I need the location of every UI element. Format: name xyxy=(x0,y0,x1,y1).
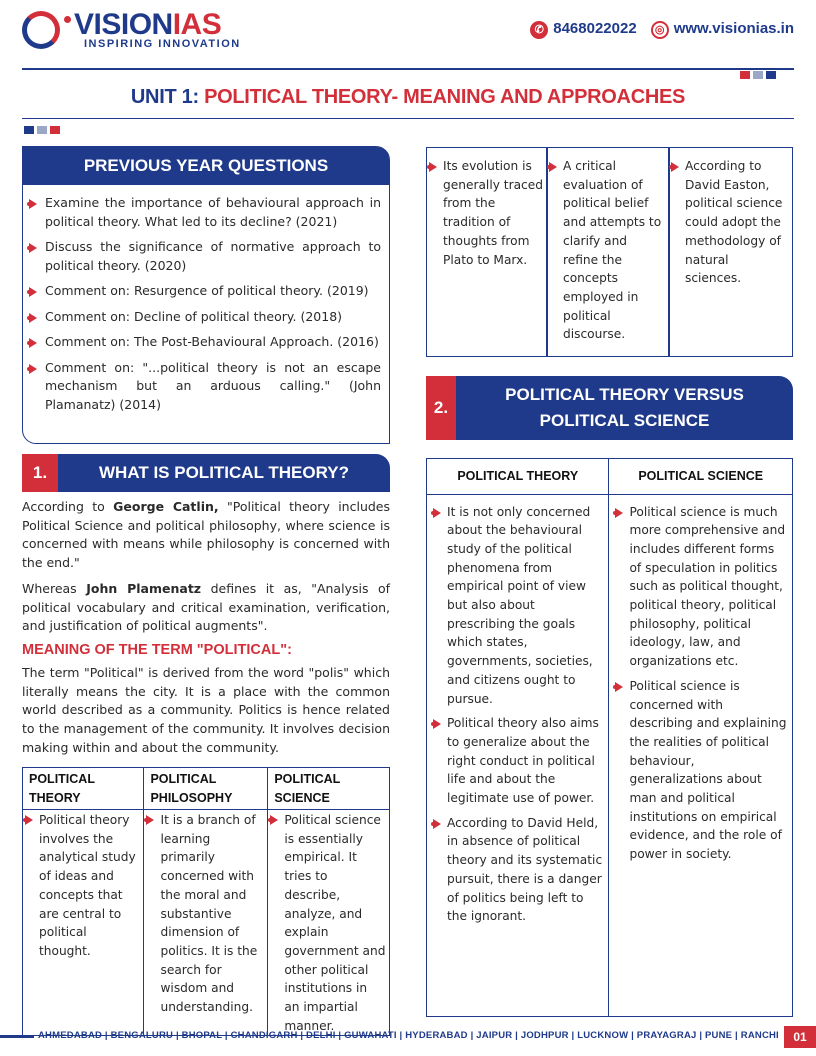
bullet-arrow-icon xyxy=(615,682,623,692)
section-title: WHAT IS POLITICAL THEORY? xyxy=(58,454,390,492)
website-contact[interactable] xyxy=(651,20,794,39)
globe-icon: ◎ xyxy=(651,21,669,39)
footer-bar xyxy=(0,1035,34,1038)
bullet-arrow-icon xyxy=(29,364,37,374)
footer-cities: AHMEDABAD | BENGALURU | BHOPAL | CHANDIGARH | DELHI | GUWAHATI | HYDERABAD | JAIPUR | JODHPUR | LUCKNOW | PRAYAGRAJ | PUNE | RANCHI xyxy=(38,1030,779,1041)
catlin-definition: According to George Catlin, "Political theory includes Political Science and political philosophy, where science is concerned with means while philosophy is concerned with the end." xyxy=(22,499,390,571)
list-item: According to David Held, in absence of political theory and its systematic pursuit, there is a danger of politics being left to the ignorant. xyxy=(431,814,604,926)
bullet-arrow-icon xyxy=(549,162,557,172)
page-number: 01 xyxy=(784,1026,816,1048)
brand-tagline: INSPIRING INNOVATION xyxy=(84,38,241,50)
phone-number: 8468022022 xyxy=(553,20,637,37)
section-title: POLITICAL THEORY VERSUS POLITICAL SCIENCE xyxy=(456,376,793,440)
list-item: Comment on: Decline of political theory. (2018) xyxy=(29,308,381,327)
bullet-arrow-icon xyxy=(29,243,37,253)
table-cell: It is a branch of learning primarily concerned with the moral and substantive dimension of politics. It is the search for wisdom and understanding. xyxy=(144,810,268,1036)
phone-icon: ✆ xyxy=(530,21,548,39)
table-header: POLITICAL THEORY xyxy=(427,459,609,495)
bullet-arrow-icon xyxy=(25,815,33,825)
theory-vs-science-table xyxy=(426,458,793,1017)
table-cell: Political theory involves the analytical study of ideas and concepts that are central to political thought. xyxy=(23,810,144,1036)
table-continuation xyxy=(426,147,793,357)
bullet-arrow-icon xyxy=(615,508,623,518)
table-header: POLITICAL SCIENCE xyxy=(609,459,793,495)
table-cell: Political science is essentially empirical. It tries to describe, analyze, and explain government and other political institutions in an impartial manner. xyxy=(268,810,390,1036)
phone-contact[interactable] xyxy=(530,20,636,39)
unit-divider xyxy=(22,118,794,119)
bullet-arrow-icon xyxy=(29,313,37,323)
list-item: Comment on: Resurgence of political theory. (2019) xyxy=(29,282,381,301)
header-decoration xyxy=(740,64,779,72)
table-cell: A critical evaluation of political belief and attempts to clarify and refine the concepts employed in political discourse. xyxy=(546,147,670,357)
bullet-arrow-icon xyxy=(433,508,441,518)
table-cell xyxy=(427,494,609,1016)
list-item: Political theory also aims to generalize about the right conduct in political life and about the legitimate use of power. xyxy=(431,714,604,808)
table-header: POLITICAL PHILOSOPHY xyxy=(144,768,268,810)
list-item: Examine the importance of behavioural approach in political theory. What led to its decline? (2021) xyxy=(29,194,381,231)
table-cell xyxy=(609,494,793,1016)
bullet-arrow-icon xyxy=(429,162,437,172)
section-2-header xyxy=(426,376,793,440)
bullet-arrow-icon xyxy=(29,338,37,348)
page-header xyxy=(0,0,816,72)
meaning-paragraph: The term "Political" is derived from the word "polis" which literally means the city. It is a place with the common world described as a community. Politics is hence related to the management of the community. It involves decision making within and about the community. xyxy=(22,665,390,755)
brand-logo[interactable] xyxy=(22,8,262,58)
bullet-arrow-icon xyxy=(433,819,441,829)
header-divider xyxy=(22,68,794,70)
bullet-arrow-icon xyxy=(29,287,37,297)
list-item: Comment on: "...political theory is not an escape mechanism but an arduous calling." (John Plamanatz) (2014) xyxy=(29,359,381,415)
bullet-arrow-icon xyxy=(29,199,37,209)
section-1-header xyxy=(22,454,390,492)
list-item: Discuss the significance of normative approach to political theory. (2020) xyxy=(29,238,381,275)
plamenatz-definition: Whereas John Plamenatz defines it as, "Analysis of political vocabulary and critical examination, verification, and justification of political augments". xyxy=(22,581,391,634)
bullet-arrow-icon xyxy=(671,162,679,172)
list-item: Political science is much more comprehensive and includes different forms of speculation in politics such as political thought, political theory, political philosophy, political ideology, law, and organizations etc. xyxy=(613,503,788,671)
section-number: 1. xyxy=(22,454,58,492)
list-item: It is not only concerned about the behavioural study of the political phenomena from empirical point of view but also about prescribing the goals which states, governments, societies, and citizens ought to pursue. xyxy=(431,503,604,709)
list-item: Comment on: The Post-Behavioural Approach. (2016) xyxy=(29,333,381,352)
unit-title: UNIT 1: POLITICAL THEORY- MEANING AND APPROACHES xyxy=(130,86,686,108)
table-header: POLITICAL SCIENCE xyxy=(268,768,390,810)
section-number: 2. xyxy=(426,376,456,440)
pyq-heading: PREVIOUS YEAR QUESTIONS xyxy=(23,147,389,185)
table-cell: According to David Easton, political science could adopt the methodology of natural sciences. xyxy=(668,147,793,357)
bullet-arrow-icon xyxy=(270,815,278,825)
brand-name: VISIONIAS xyxy=(74,8,222,41)
contact-info xyxy=(530,20,794,39)
list-item: Political science is concerned with describing and explaining the realities of political behaviour, generalizations about man and political institutions on empirical evidence, and the role of power in society. xyxy=(613,677,788,864)
website-link: www.visionias.in xyxy=(673,20,794,37)
pyq-list xyxy=(23,185,389,414)
unit-decoration xyxy=(24,119,63,127)
theory-philosophy-science-table xyxy=(22,767,390,1036)
logo-dot-icon xyxy=(64,16,71,23)
bullet-arrow-icon xyxy=(433,719,441,729)
previous-year-questions-box xyxy=(22,146,390,444)
bullet-arrow-icon xyxy=(146,815,154,825)
logo-ring-icon xyxy=(22,11,60,49)
table-header: POLITICAL THEORY xyxy=(23,768,144,810)
meaning-heading: MEANING OF THE TERM "POLITICAL": xyxy=(22,642,292,658)
table-cell: Its evolution is generally traced from the tradition of thoughts from Plato to Marx. xyxy=(426,147,548,357)
